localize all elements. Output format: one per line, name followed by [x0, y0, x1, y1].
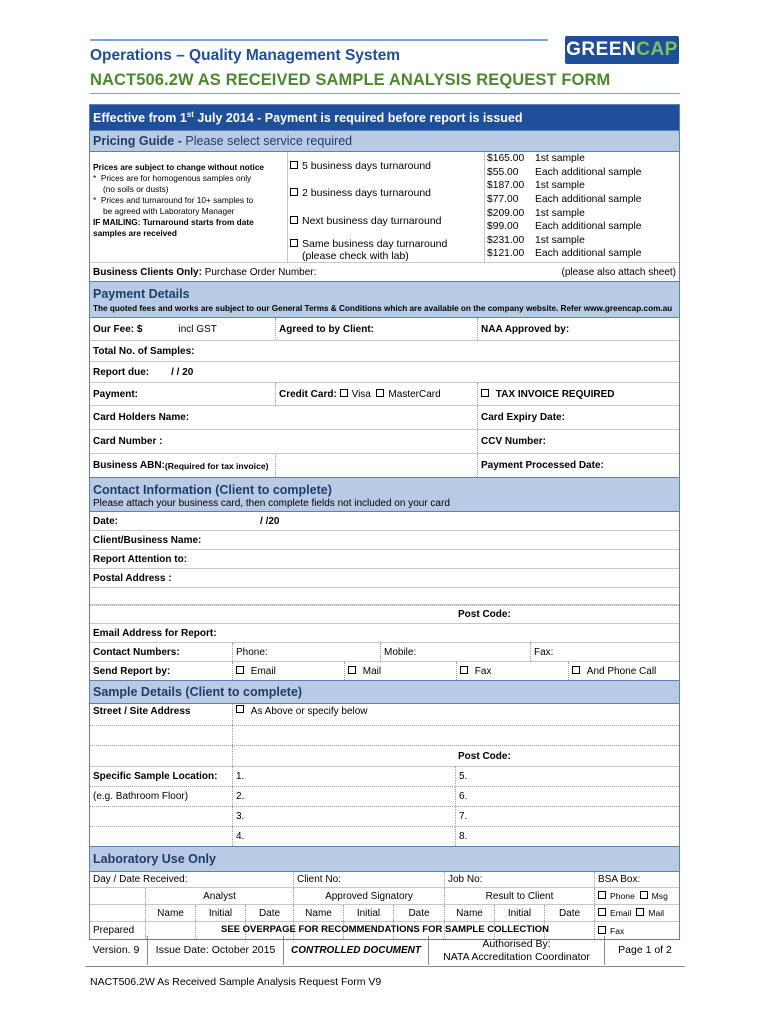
checkbox-icon[interactable]	[348, 666, 356, 674]
contact-heading: Contact Information (Client to complete)	[90, 478, 679, 498]
phone-field[interactable]: Phone:	[233, 643, 381, 661]
location-4[interactable]: 4.	[233, 827, 456, 846]
client-name-field[interactable]: Client/Business Name:	[93, 534, 202, 546]
abn-value-field[interactable]	[276, 454, 478, 477]
credit-card-options: Credit Card: Visa MasterCard	[276, 383, 478, 405]
client-no[interactable]: Client No:	[294, 872, 445, 887]
location-3[interactable]: 3.	[233, 807, 456, 826]
sample-post-code-row	[90, 746, 679, 767]
client-name-row	[90, 531, 679, 550]
ccv-field[interactable]: CCV Number:	[481, 436, 547, 448]
price-line: $165.00 1st sample	[487, 153, 585, 165]
header-underline	[90, 93, 680, 94]
total-samples-field[interactable]: Total No. of Samples:	[93, 345, 195, 357]
bsa-fax[interactable]: Fax	[595, 922, 679, 939]
location-5[interactable]: 5.	[459, 771, 468, 783]
day-date-received[interactable]: Day / Date Received:	[90, 872, 294, 887]
prepared-label: Prepared	[90, 922, 146, 939]
send-report-row	[90, 662, 679, 681]
location-row-1	[90, 767, 679, 787]
option-same-day[interactable]: Same business day turnaround (please check with lab)	[288, 235, 484, 263]
option-5-days[interactable]: 5 business days turnaround	[288, 152, 484, 180]
price-line: $187.00 1st sample	[487, 180, 585, 192]
price-list	[485, 152, 679, 262]
approved-signatory-label: Approved Signatory	[294, 888, 445, 904]
checkbox-icon[interactable]	[598, 891, 606, 899]
postal-extra-row	[90, 588, 679, 605]
pricing-guide	[90, 152, 679, 263]
send-phone-option[interactable]: And Phone Call	[569, 662, 679, 680]
page-number: Page 1 of 2	[618, 944, 672, 956]
payment-processed-field[interactable]: Payment Processed Date:	[481, 460, 604, 472]
result-initial-col: Initial	[495, 905, 545, 921]
version: Version. 9	[85, 936, 148, 965]
lab-row-2	[90, 888, 679, 905]
purchase-order-field[interactable]: Purchase Order Number:	[204, 266, 317, 278]
signatory-date-col: Date	[394, 905, 445, 921]
lab-row-3	[90, 905, 679, 922]
see-overpage-note: SEE OVERPAGE FOR RECOMMENDATIONS FOR SAMPLE COLLECTION	[221, 924, 549, 935]
price-line: $231.00 1st sample	[487, 234, 585, 246]
checkbox-icon[interactable]	[598, 908, 606, 916]
fee-field[interactable]: Our Fee: $ incl GST	[90, 318, 276, 340]
payment-terms: The quoted fees and works are subject to our General Terms & Conditions which are available on the company website. Refer www.greencap.com.au	[90, 303, 679, 318]
naa-approved-field[interactable]: NAA Approved by:	[481, 323, 570, 335]
price-line: $99.00 Each additional sample	[487, 221, 642, 233]
checkbox-icon[interactable]	[290, 161, 298, 169]
option-2-days[interactable]: 2 business days turnaround	[288, 180, 484, 208]
payment-heading: Payment Details	[90, 282, 679, 303]
as-above-option[interactable]: As Above or specify below	[233, 704, 679, 725]
date-field[interactable]: Date: / /20	[93, 515, 280, 527]
price-line: $77.00 Each additional sample	[487, 193, 642, 205]
form-title: NACT506.2W AS RECEIVED SAMPLE ANALYSIS REQUEST FORM	[90, 71, 611, 89]
controlled-document: CONTROLLED DOCUMENT	[284, 936, 429, 965]
price-line: $121.00 Each additional sample	[487, 248, 642, 260]
price-line: $55.00 Each additional sample	[487, 166, 642, 178]
checkbox-icon[interactable]	[340, 389, 348, 397]
location-row-3	[90, 807, 679, 827]
greencap-logo: GREEN CAP	[565, 36, 679, 64]
attach-sheet-note: (please also attach sheet)	[561, 266, 676, 278]
card-expiry-field[interactable]: Card Expiry Date:	[481, 412, 565, 424]
checkbox-icon[interactable]	[460, 666, 468, 674]
location-1[interactable]: 1.	[233, 767, 456, 786]
abn-row	[90, 454, 679, 478]
result-to-client-label: Result to Client	[445, 888, 595, 904]
mastercard-option[interactable]: MasterCard	[388, 388, 441, 400]
post-code-row	[90, 605, 679, 624]
checkbox-icon[interactable]	[376, 389, 384, 397]
checkbox-icon[interactable]	[572, 666, 580, 674]
street-address-field[interactable]	[233, 726, 679, 745]
sample-heading: Sample Details (Client to complete)	[90, 681, 679, 704]
location-row-4	[90, 827, 679, 847]
contact-numbers-label: Contact Numbers:	[90, 643, 233, 661]
send-report-label: Send Report by:	[90, 662, 233, 680]
visa-option[interactable]: Visa	[351, 388, 371, 400]
total-samples-row	[90, 341, 679, 362]
pricing-notes: Prices are subject to change without notice * Prices are for homogenous samples only (no soils or dusts) * Prices and turnaround for 10+ samples to be agreed with Laboratory Manager IF MAILING: Turnaround starts from date samples are received	[90, 152, 288, 262]
bsa-box[interactable]: BSA Box:	[598, 874, 641, 886]
checkbox-icon[interactable]	[236, 666, 244, 674]
lab-heading: Laboratory Use Only	[90, 847, 679, 872]
header-rule	[90, 39, 548, 41]
checkbox-icon[interactable]	[290, 216, 298, 224]
contact-numbers-row	[90, 643, 679, 662]
tax-invoice-option[interactable]: TAX INVOICE REQUIRED	[478, 383, 679, 405]
pricing-heading: Pricing Guide - Please select service required	[90, 131, 679, 152]
payment-row	[90, 383, 679, 406]
postal-address-field[interactable]: Postal Address :	[93, 572, 172, 584]
mobile-field[interactable]: Mobile:	[381, 643, 531, 661]
checkbox-icon[interactable]	[290, 188, 298, 196]
signatory-name-col: Name	[294, 905, 344, 921]
send-mail-option[interactable]: Mail	[345, 662, 457, 680]
result-name-col: Name	[445, 905, 495, 921]
card-holder-row	[90, 406, 679, 430]
turnaround-options	[288, 152, 485, 262]
agreed-by-client-field[interactable]: Agreed to by Client:	[276, 318, 478, 340]
bsa-email-mail[interactable]: Email Mail	[595, 905, 679, 921]
postal-row	[90, 569, 679, 588]
location-8[interactable]: 8.	[459, 831, 468, 843]
send-fax-option[interactable]: Fax	[457, 662, 569, 680]
checkbox-icon[interactable]	[481, 389, 489, 397]
job-no[interactable]: Job No:	[445, 872, 595, 887]
issue-date: Issue Date: October 2015	[148, 936, 284, 965]
system-name: Operations – Quality Management System	[90, 47, 401, 64]
abn-field[interactable]: Business ABN: (Required for tax invoice)	[90, 454, 276, 477]
location-2[interactable]: 2.	[233, 787, 456, 806]
analyst-label: Analyst	[146, 888, 294, 904]
card-holder-field[interactable]: Card Holders Name:	[90, 406, 478, 429]
request-form	[89, 104, 680, 940]
fax-field[interactable]: Fax:	[534, 646, 554, 658]
document-name: NACT506.2W As Received Sample Analysis Request Form V9	[90, 976, 382, 988]
effective-banner: Effective from 1st July 2014 - Payment is required before report is issued	[90, 105, 679, 131]
report-due-row	[90, 362, 679, 383]
bsa-phone-msg[interactable]: Phone Msg	[595, 888, 679, 904]
card-number-field[interactable]: Card Number :	[90, 430, 478, 453]
email-field[interactable]: Email Address for Report:	[93, 627, 217, 639]
street-label: Street / Site Address	[90, 704, 233, 725]
checkbox-icon[interactable]	[236, 705, 244, 713]
date-row	[90, 512, 679, 531]
send-email-option[interactable]: Email	[233, 662, 345, 680]
report-attention-field[interactable]: Report Attention to:	[93, 553, 188, 565]
analyst-date-col: Date	[246, 905, 294, 921]
analyst-initial-col: Initial	[196, 905, 246, 921]
contact-subheading: Please attach your business card, then complete fields not included on your card	[90, 498, 679, 512]
postal-address-line[interactable]	[90, 588, 679, 604]
checkbox-icon[interactable]	[636, 908, 644, 916]
fee-row	[90, 318, 679, 341]
analyst-name-col: Name	[146, 905, 196, 921]
location-7[interactable]: 7.	[459, 811, 468, 823]
street-row	[90, 704, 679, 726]
lab-row-1	[90, 872, 679, 888]
location-6[interactable]: 6.	[459, 791, 468, 803]
attention-row	[90, 550, 679, 569]
authorised-by: Authorised By: NATA Accreditation Coordinator	[429, 936, 605, 965]
location-label: Specific Sample Location:	[90, 767, 233, 786]
location-example: (e.g. Bathroom Floor)	[90, 787, 233, 806]
checkbox-icon[interactable]	[290, 239, 298, 247]
signatory-initial-col: Initial	[344, 905, 394, 921]
result-date-col: Date	[545, 905, 595, 921]
checkbox-icon[interactable]	[640, 891, 648, 899]
location-row-2	[90, 787, 679, 807]
sample-post-code-field[interactable]: Post Code:	[458, 750, 511, 762]
email-row	[90, 624, 679, 643]
footer-table	[85, 936, 685, 965]
option-next-day[interactable]: Next business day turnaround	[288, 207, 484, 235]
card-number-row	[90, 430, 679, 454]
business-clients-row: Business Clients Only: Purchase Order Number: (please also attach sheet)	[90, 263, 679, 282]
payment-label: Payment:	[90, 383, 276, 405]
post-code-field[interactable]: Post Code:	[458, 609, 511, 621]
report-due-field[interactable]: Report due: / / 20	[93, 366, 194, 378]
street-line-2	[90, 726, 679, 746]
price-line: $209.00 1st sample	[487, 207, 585, 219]
footer-rule	[85, 966, 685, 967]
